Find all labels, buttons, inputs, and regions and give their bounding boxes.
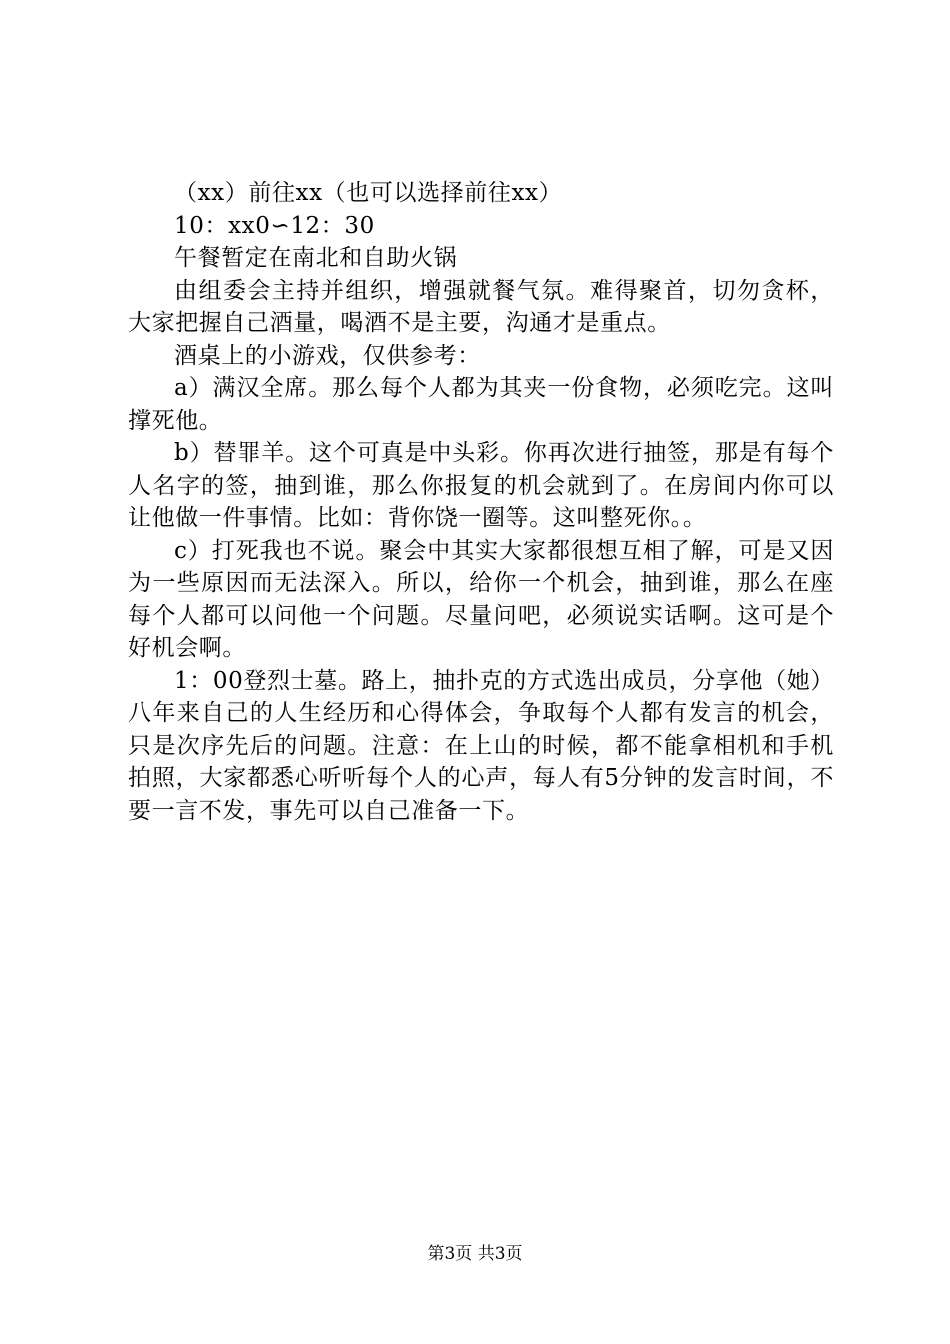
paragraph-game-c: c）打死我也不说。聚会中其实大家都很想互相了解，可是又因为一些原因而无法深入。所以，给你一个机会，抽到谁，那么在座每个人都可以问他一个问题。尽量问吧，必须说实话啊。这可是个好机会啊。 xyxy=(128,537,834,661)
paragraph-game-a: a）满汉全席。那么每个人都为其夹一份食物，必须吃完。这叫撑死他。 xyxy=(128,375,834,434)
page-number-footer: 第3页 共3页 xyxy=(427,1244,523,1264)
paragraph-dining-atmosphere: 由组委会主持并组织，增强就餐气氛。难得聚首，切勿贪杯，大家把握自己酒量，喝酒不是主要，沟通才是重点。 xyxy=(128,277,834,336)
paragraph-game-b: b）替罪羊。这个可真是中头彩。你再次进行抽签，那是有每个人名字的签，抽到谁，那么你报复的机会就到了。在房间内你可以让他做一件事情。比如：背你饶一圈等。这叫整死你。。 xyxy=(128,440,834,531)
paragraph-destination: （xx）前往xx（也可以选择前往xx） xyxy=(174,180,563,206)
paragraph-time-range: 10：xx0∽12：30 xyxy=(174,212,375,239)
paragraph-games-intro: 酒桌上的小游戏，仅供参考： xyxy=(174,342,481,369)
document-body xyxy=(128,177,834,827)
paragraph-afternoon-visit: 1：00登烈士墓。路上，抽扑克的方式选出成员，分享他（她）八年来自己的人生经历和心得体会，争取每个人都有发言的机会，只是次序先后的问题。注意：在上山的时候，都不能拿相机和手机拍照，大家都悉心听听每个人的心声，每人有5分钟的发言时间，不要一言不发，事先可以自己准备一下。 xyxy=(128,667,834,824)
paragraph-lunch: 午餐暂定在南北和自助火锅 xyxy=(174,245,458,271)
